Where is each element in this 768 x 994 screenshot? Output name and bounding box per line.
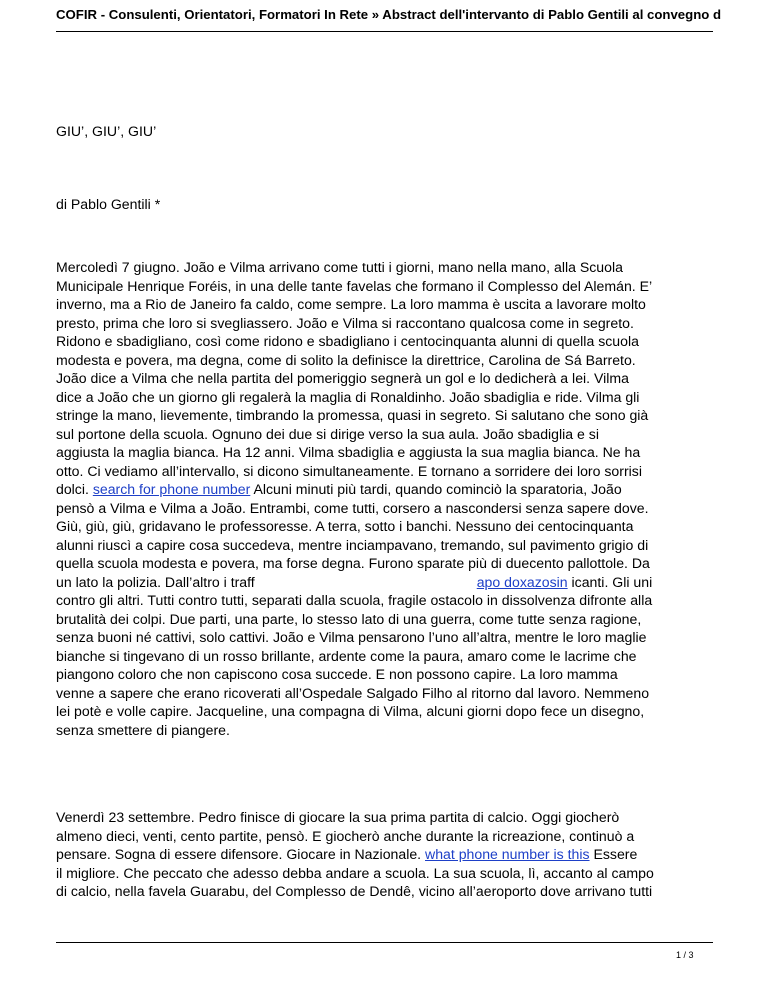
page-number: 1 / 3 (676, 950, 694, 960)
text-line: Venerdì 23 settembre. Pedro finisce di giocare la sua prima partita di calcio. Oggi giocherò (56, 809, 620, 825)
text-line: piangono coloro che non capiscono cosa succede. E non possono capire. La loro mamma (56, 666, 618, 682)
paragraph-1 (56, 258, 716, 739)
article-author: di Pablo Gentili * (56, 196, 161, 212)
text-line: contro gli altri. Tutti contro tutti, separati dalla scuola, fragile ostacolo in dissolvenza difronte alla (56, 592, 653, 608)
text-line: bianche si tingevano di un rosso brillante, ardente come la paura, amaro come le lacrime che (56, 647, 637, 664)
text-line: venne a sapere che erano ricoverati all’Ospedale Salgado Filho al ritorno dal lavoro. Nemmeno (56, 684, 650, 701)
text-line: Giù, giù, giù, gridavano le professoresse. A terra, sotto i banchi. Nessuno dei centocinquanta (56, 518, 634, 534)
page-header-title: COFIR - Consulenti, Orientatori, Formatori In Rete » Abstract dell'intervanto di Pablo Gentili al convegno d (56, 7, 722, 22)
text-line (56, 480, 716, 499)
text-segment: un lato la polizia. Dall’altro i traff (56, 573, 255, 590)
text-line: pensò a Vilma e Vilma a João. Entrambi, come tutti, corsero a nascondersi senza sapere dove. (56, 499, 649, 516)
text-line: modesta e povera, ma degna, come di solito la definisce la direttrice, Carolina de Sá Barreto. (56, 351, 636, 368)
text-line: otto. Ci vediamo all’intervallo, si dicono simultaneamente. E tornano a sorridere dei loro sorrisi (56, 462, 642, 479)
text-line: stringe la mano, lievemente, timbrando la promessa, quasi in segreto. Si salutano che sono già (56, 407, 649, 423)
text-line: almeno dieci, venti, cento partite, pensò. E giocherò anche durante la ricreazione, continuò a (56, 827, 635, 844)
text-line (56, 573, 716, 592)
text-line: senza smettere di piangere. (56, 721, 230, 738)
text-line: di calcio, nella favela Guarabu, del Complesso de Dendê, vicino all’aeroporto dove arrivano tutti (56, 883, 653, 899)
header-divider (56, 31, 713, 32)
phone-number-link[interactable]: what phone number is this (425, 846, 590, 862)
text-line: aggiusta la maglia bianca. Ha 12 anni. Vilma sbadiglia e aggiusta la sua maglia bianca. Ne ha (56, 444, 641, 460)
text-line: inverno, ma a Rio de Janeiro fa caldo, come sempre. La loro mamma è uscita a lavorare molto (56, 296, 646, 312)
text-line: presto, prima che loro si svegliassero. João e Vilma si raccontano qualcosa come in segreto. (56, 314, 634, 331)
text-line: sul portone della scuola. Ognuno dei due si dirige verso la sua aula. João sbadiglia e si (56, 425, 599, 442)
text-segment: pensare. Sogna di essere difensore. Giocare in Nazionale. (56, 846, 426, 862)
search-phone-number-link[interactable]: search for phone number (92, 481, 251, 497)
text-line: Municipale Henrique Foréis, in una delle tante favelas che formano il Complesso del Alemán. E’ (56, 277, 653, 294)
article-title: GIU’, GIU’, GIU’ (56, 123, 157, 139)
text-line: alunni riuscì a capire cosa succedeva, mentre inciampavano, tremando, sul pavimento grigio di (56, 536, 649, 553)
apo-doxazosin-link[interactable]: apo doxazosin (476, 573, 568, 590)
text-line: João dice a Vilma che nella partita del pomeriggio segnerà un gol e lo dedicherà a lei. Vilma (56, 370, 629, 386)
text-line (56, 845, 716, 864)
text-line: dice a João che un giorno gli regalerà la maglia di Ronaldinho. João sbadiglia e ride. Vilma gli (56, 388, 640, 405)
text-segment: Alcuni minuti più tardi, quando cominciò la sparatoria, João (250, 481, 622, 497)
text-line: Ridono e sbadigliano, così come ridono e sbadigliano i centocinquanta alunni di quella scuola (56, 333, 639, 349)
text-line: il migliore. Che peccato che adesso debba andare a scuola. La sua scuola, lì, accanto al campo (56, 864, 654, 881)
text-line: quella scuola modesta e povera, ma forse degna. Furono sparate più di duecento pallottole. Da (56, 555, 650, 571)
text-segment: dolci. (56, 481, 93, 497)
paragraph-2 (56, 808, 716, 901)
text-segment: Essere (589, 846, 638, 862)
text-line: Mercoledì 7 giugno. João e Vilma arrivano come tutti i giorni, mano nella mano, alla Scuola (56, 259, 623, 275)
text-line: senza buoni né cattivi, solo cattivi. João e Vilma pensarono l’uno all’altra, mentre le loro maglie (56, 629, 647, 645)
text-segment: icanti. Gli uni (567, 573, 653, 590)
footer-divider (56, 942, 713, 943)
text-line: lei potè e volle capire. Jacqueline, una compagna di Vilma, alcuni giorni dopo fece un disegno, (56, 703, 645, 719)
text-line: brutalità dei colpi. Due parti, una parte, lo stesso lato di una guerra, come tutte senza ragione, (56, 610, 642, 627)
